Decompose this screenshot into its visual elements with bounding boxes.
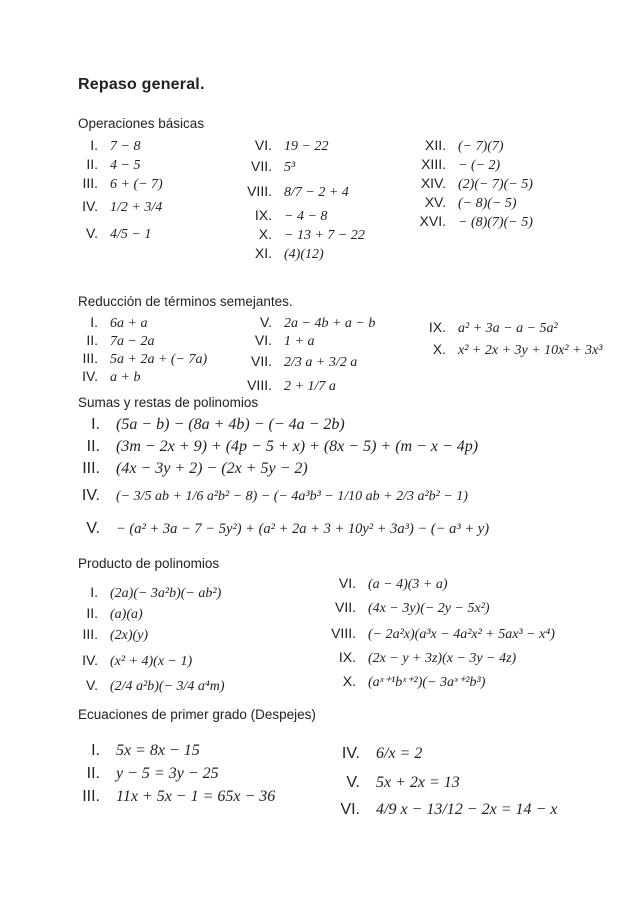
section-heading-sumas: Sumas y restas de polinomios: [78, 395, 259, 410]
exercise-item: XIV. (2)(− 7)(− 5): [420, 175, 533, 192]
exercise-item: V. (2/4 a²b)(− 3/4 a⁴m): [86, 677, 225, 694]
exercise-item: V. − (a² + 3a − 7 − 5y²) + (a² + 2a + 3 + 10y² + 3a³) − (− a³ + y): [86, 520, 490, 537]
exercise-item: III. (2x)(y): [82, 626, 149, 643]
section-heading-ecuaciones: Ecuaciones de primer grado (Despejes): [78, 707, 316, 722]
exercise-item: XII. (− 7)(7): [424, 137, 504, 154]
exercise-item: VI. (a − 4)(3 + a): [338, 575, 448, 592]
exercise-item: VII. 5³: [250, 158, 296, 175]
exercise-item: III. 11x + 5x − 1 = 65x − 36: [82, 788, 276, 805]
exercise-item: I. (2a)(− 3a²b)(− ab²): [90, 584, 222, 601]
exercise-item: VIII. 8/7 − 2 + 4: [247, 183, 349, 200]
exercise-item: V. 4/5 − 1: [86, 225, 152, 242]
exercise-item: VI. 1 + a: [254, 332, 315, 349]
exercise-item: X. − 13 + 7 − 22: [258, 226, 365, 243]
exercise-item: IX. − 4 − 8: [254, 207, 328, 224]
exercise-item: II. 7a − 2a: [86, 332, 155, 349]
exercise-item: IV. a + b: [82, 368, 141, 385]
exercise-item: XI. (4)(12): [254, 245, 324, 262]
exercise-item: X. (aˣ⁺¹bˣ⁺²)(− 3aˣ⁺²b³): [342, 673, 486, 690]
page-title: Repaso general.: [78, 76, 205, 93]
exercise-item: IV. 6/x = 2: [341, 745, 423, 762]
exercise-item: IV. (− 3/5 ab + 1/6 a²b² − 8) − (− 4a³b³ − 1/10 ab + 2/3 a²b² − 1): [81, 487, 468, 504]
exercise-item: IV. 1/2 + 3/4: [82, 198, 163, 215]
exercise-item: II. (a)(a): [86, 605, 143, 622]
exercise-item: VI. 19 − 22: [254, 137, 329, 154]
section-heading-producto: Producto de polinomios: [78, 556, 220, 571]
exercise-item: II. 4 − 5: [86, 156, 141, 173]
exercise-item: III. (4x − 3y + 2) − (2x + 5y − 2): [82, 460, 308, 477]
exercise-item: I. 6a + a: [90, 314, 148, 331]
exercise-item: V. 2a − 4b + a − b: [260, 314, 376, 331]
exercise-item: IV. (x² + 4)(x − 1): [82, 652, 193, 669]
section-heading-operaciones: Operaciones básicas: [78, 116, 205, 131]
exercise-item: X. x² + 2x + 3y + 10x² + 3x³: [432, 341, 603, 358]
exercise-item: I. 7 − 8: [90, 137, 141, 154]
exercise-item: III. 6 + (− 7): [82, 175, 163, 192]
exercise-item: VII. (4x − 3y)(− 2y − 5x²): [334, 599, 490, 616]
exercise-item: V. 5x + 2x = 13: [346, 774, 460, 791]
exercise-item: VI. 4/9 x − 13/12 − 2x = 14 − x: [340, 801, 558, 818]
exercise-item: XIII. − (− 2): [421, 156, 501, 173]
exercise-item: VII. 2/3 a + 3/2 a: [250, 353, 358, 370]
exercise-item: II. (3m − 2x + 9) + (4p − 5 + x) + (8x − 5) + (m − x − 4p): [86, 438, 479, 455]
exercise-item: XVI. − (8)(7)(− 5): [419, 213, 533, 230]
exercise-item: III. 5a + 2a + (− 7a): [82, 350, 208, 367]
exercise-item: IX. a² + 3a − a − 5a²: [428, 319, 558, 336]
exercise-item: XV. (− 8)(− 5): [424, 194, 517, 211]
exercise-item: II. y − 5 = 3y − 25: [86, 765, 219, 782]
exercise-item: VIII. 2 + 1/7 a: [247, 377, 336, 394]
exercise-item: I. 5x = 8x − 15: [91, 742, 200, 759]
exercise-item: VIII. (− 2a²x)(a³x − 4a²x² + 5ax³ − x⁴): [331, 625, 555, 642]
section-heading-reduccion: Reducción de términos semejantes.: [78, 294, 293, 309]
exercise-item: IX. (2x − y + 3z)(x − 3y − 4z): [338, 649, 517, 666]
exercise-item: I. (5a − b) − (8a + 4b) − (− 4a − 2b): [91, 416, 345, 433]
